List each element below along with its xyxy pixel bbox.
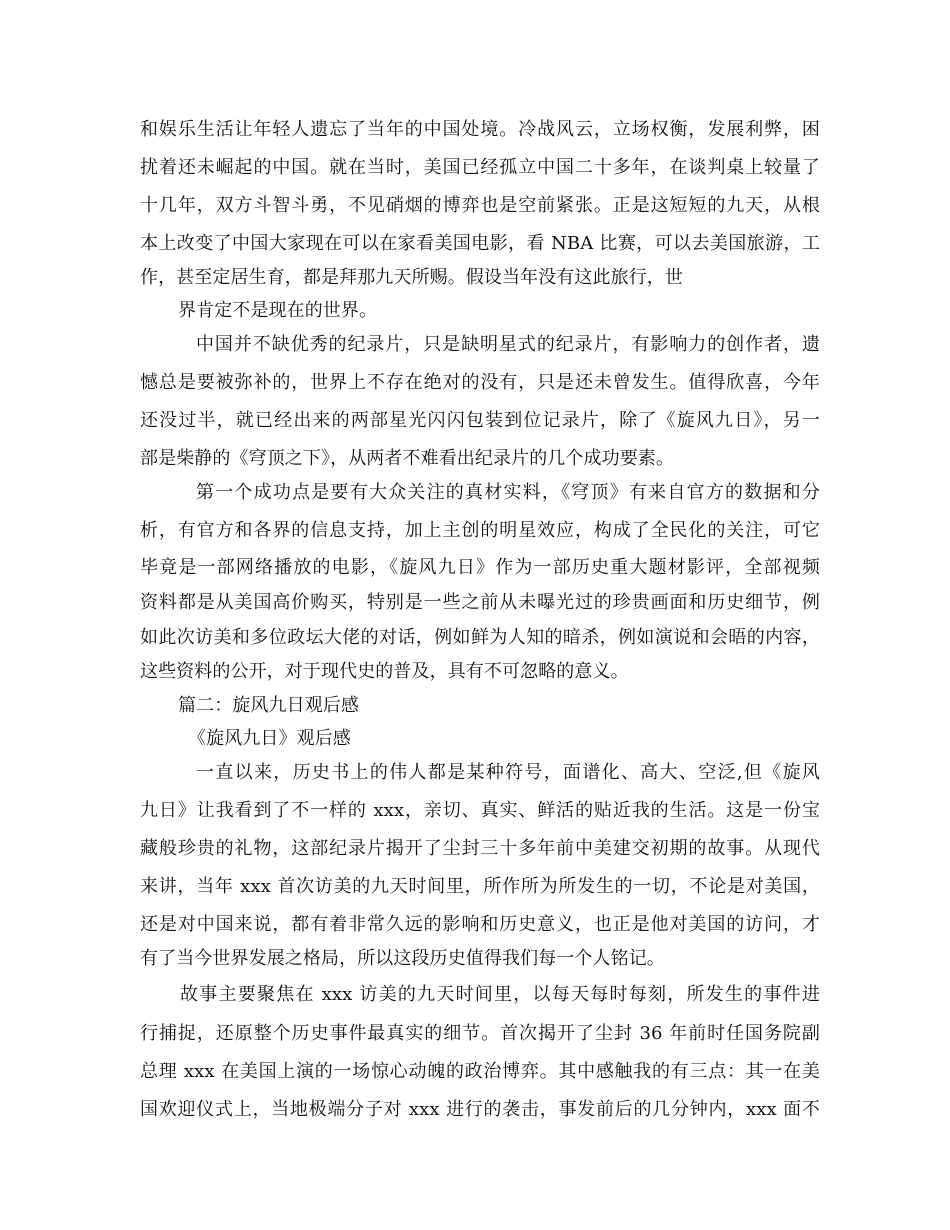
section-heading: 篇二：旋风九日观后感	[178, 695, 359, 716]
text-line: 总理 xxx 在美国上演的一场惊心动魄的政治博弈。其中感触我的有三点：其一在美	[140, 1061, 820, 1082]
paragraph-first-line: 第一个成功点是要有大众关注的真材实料，《穹顶》有来自官方的数据和分	[196, 482, 820, 503]
text-line: 扰着还未崛起的中国。就在当时，美国已经孤立中国二十多年，在谈判桌上较量了	[140, 157, 820, 178]
text-line: 来讲，当年 xxx 首次访美的九天时间里，所作所为所发生的一切，不论是对美国，	[140, 876, 820, 897]
text-line: 部是柴静的《穹顶之下》，从两者不难看出纪录片的几个成功要素。	[140, 448, 674, 469]
article-title: 《旋风九日》观后感	[188, 728, 351, 749]
paragraph-first-line: 中国并不缺优秀的纪录片，只是缺明星式的纪录片，有影响力的创作者，遗	[196, 334, 820, 355]
text-line: 如此次访美和多位政坛大佬的对话，例如鲜为人知的暗杀，例如演说和会晤的内容，	[140, 627, 820, 648]
text-line: 界肯定不是现在的世界。	[178, 300, 378, 321]
text-line: 憾总是要被弥补的，世界上不存在绝对的没有，只是还未曾发生。值得欣喜，今年	[140, 372, 820, 393]
text-line: 行捕捉，还原整个历史事件最真实的细节。首次揭开了尘封 36 年前时任国务院副	[140, 1023, 820, 1044]
text-line: 和娱乐生活让年轻人遗忘了当年的中国处境。冷战风云，立场权衡，发展利弊，困	[140, 119, 820, 140]
text-line: 还没过半，就已经出来的两部星光闪闪包装到位记录片，除了《旋风九日》，另一	[140, 410, 820, 431]
text-line: 十几年，双方斗智斗勇，不见硝烟的博弈也是空前紧张。正是这短短的九天，从根	[140, 195, 820, 216]
text-line: 九日》让我看到了不一样的 xxx，亲切、真实、鲜活的贴近我的生活。这是一份宝	[140, 800, 820, 821]
text-line: 有了当今世界发展之格局，所以这段历史值得我们每一个人铭记。	[140, 948, 665, 969]
text-line: 藏般珍贵的礼物，这部纪录片揭开了尘封三十多年前中美建交初期的故事。从现代	[140, 838, 820, 859]
text-line: 国欢迎仪式上，当地极端分子对 xxx 进行的袭击，事发前后的几分钟内，xxx 面不	[140, 1099, 820, 1120]
text-line: 还是对中国来说，都有着非常久远的影响和历史意义，也正是他对美国的访问，才	[140, 914, 820, 935]
text-line: 资料都是从美国高价购买，特别是一些之前从未曝光过的珍贵画面和历史细节，例	[140, 592, 820, 613]
text-line: 作，甚至定居生育，都是拜那九天所赐。假设当年没有这此旅行，世	[140, 267, 683, 288]
paragraph-first-line: 故事主要聚焦在 xxx 访美的九天时间里，以每天每时每刻，所发生的事件进	[180, 984, 820, 1005]
text-line: 析，有官方和各界的信息支持，加上主创的明星效应，构成了全民化的关注，可它	[140, 520, 820, 541]
text-line: 本上改变了中国大家现在可以在家看美国电影，看 NBA 比赛，可以去美国旅游，工	[140, 233, 820, 254]
text-line: 这些资料的公开，对于现代史的普及，具有不可忽略的意义。	[140, 661, 629, 682]
paragraph-first-line: 一直以来，历史书上的伟人都是某种符号，面谱化、高大、空泛,但《旋风	[196, 762, 820, 783]
text-line: 毕竟是一部网络播放的电影，《旋风九日》作为一部历史重大题材影评，全部视频	[140, 557, 820, 578]
